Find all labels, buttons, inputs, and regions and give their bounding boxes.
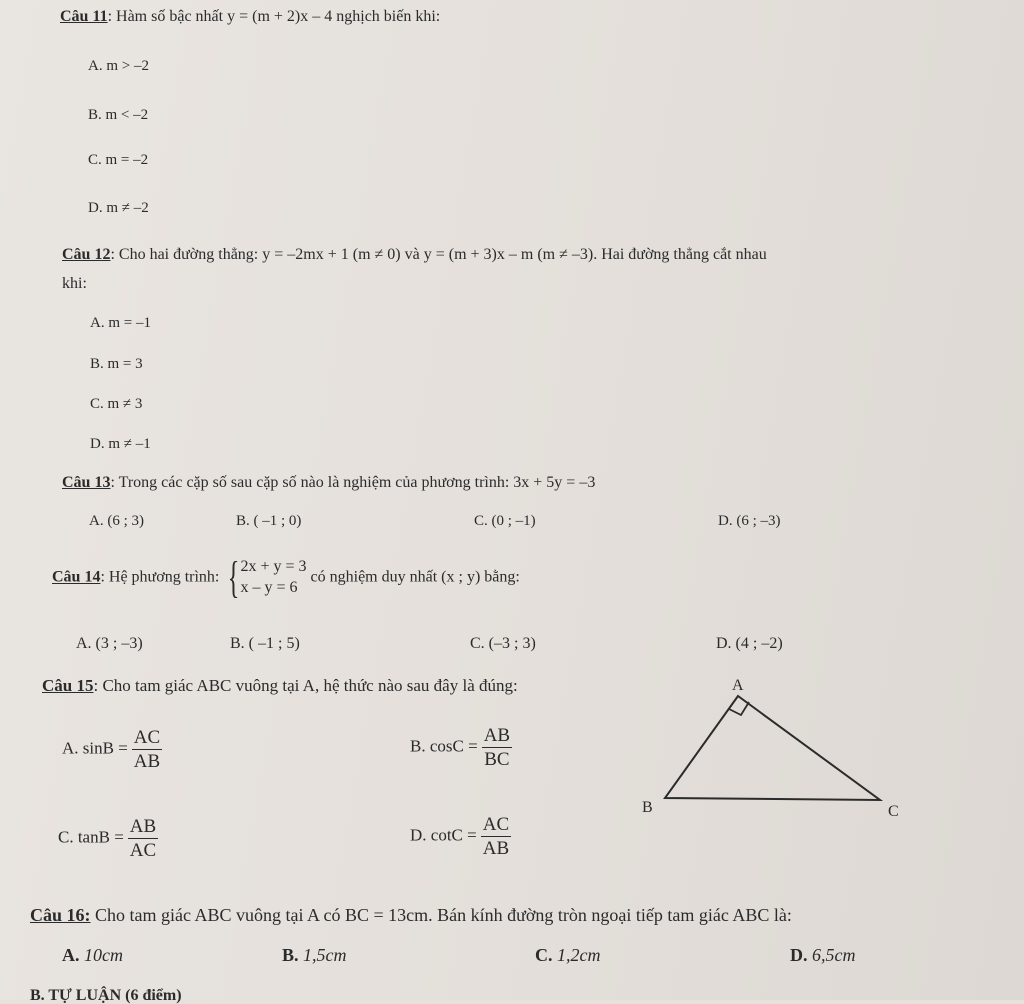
fraction-denominator: AB [133,751,161,772]
question-13-text: : Trong các cặp số sau cặp số nào là nghiệm của phương trình: 3x + 5y = –3 [110,474,596,491]
q14-option-b: B. ( –1 ; 5) [230,635,300,652]
q15-option-a [62,728,162,771]
question-16 [30,906,792,924]
system-brace: { [228,553,240,602]
option-value: 6,5cm [812,945,856,965]
option-letter: A. [62,945,80,965]
question-12-text-line2: khi: [62,275,87,292]
triangle-figure [630,672,910,832]
question-14-text-before: : Hệ phương trình: [100,568,220,586]
question-15 [42,677,518,694]
q11-option-a: A. m > –2 [88,58,149,74]
q12-option-b: B. m = 3 [90,356,143,372]
equation-2: x – y = 6 [240,579,298,596]
question-11 [60,9,440,25]
q15-option-c-prefix: C. tanB = [58,827,124,847]
q11-option-d: D. m ≠ –2 [88,200,149,216]
q15-option-b [410,726,512,769]
equation-1: 2x + y = 3 [240,558,307,576]
fraction-denominator: AC [129,840,157,861]
q14-option-c: C. (–3 ; 3) [470,635,536,652]
fraction-numerator: AB [129,816,157,837]
fraction [132,728,162,771]
question-16-label: Câu 16: [30,905,91,925]
question-12-label: Câu 12 [62,246,111,263]
triangle-abc [665,696,880,800]
fraction-denominator: AB [482,838,510,859]
question-13-label: Câu 13 [62,474,111,491]
question-14-label: Câu 14 [52,568,101,586]
fraction [482,726,512,769]
q15-option-d-prefix: D. cotC = [410,825,477,845]
option-value: 1,2cm [557,945,601,965]
fraction-numerator: AB [483,725,511,746]
option-letter: B. [282,945,299,965]
q11-option-c: C. m = –2 [88,152,149,168]
option-value: 1,5cm [303,945,347,965]
question-16-text: Cho tam giác ABC vuông tại A có BC = 13cm. Bán kính đường tròn ngoại tiếp tam giác ABC là: [90,905,792,925]
question-11-text: : Hàm số bậc nhất y = (m + 2)x – 4 nghịch biến khi: [107,8,441,25]
q15-option-b-prefix: B. cosC = [410,736,478,756]
equation-system [240,557,306,599]
q12-option-a: A. m = –1 [90,315,151,331]
vertex-label-c: C [888,803,899,820]
section-b-heading: B. TỰ LUẬN (6 điểm) [30,987,182,1004]
q14-option-d: D. (4 ; –2) [716,635,783,652]
q13-option-a: A. (6 ; 3) [89,513,144,529]
q16-option-a [62,946,123,964]
q13-option-c: C. (0 ; –1) [474,513,536,529]
question-14 [52,553,520,602]
option-letter: D. [790,945,808,965]
fraction [128,817,158,860]
fraction-denominator: BC [484,749,510,770]
q11-option-b: B. m < –2 [88,107,149,123]
vertex-label-a: A [732,677,744,694]
fraction-numerator: AC [482,814,510,835]
option-letter: C. [535,945,553,965]
question-12 [62,247,767,263]
question-15-text: : Cho tam giác ABC vuông tại A, hệ thức nào sau đây là đúng: [93,676,518,695]
q14-option-a: A. (3 ; –3) [76,635,143,652]
question-14-text-after: có nghiệm duy nhất (x ; y) bằng: [310,568,520,586]
vertex-label-b: B [642,799,653,816]
q13-option-b: B. ( –1 ; 0) [236,513,302,529]
q12-option-c: C. m ≠ 3 [90,396,143,412]
fraction-numerator: AC [133,727,161,748]
question-11-label: Câu 11 [60,8,108,25]
q16-option-c [535,946,601,964]
q16-option-d [790,946,856,964]
q16-option-b [282,946,347,964]
q12-option-d: D. m ≠ –1 [90,436,151,452]
q13-option-d: D. (6 ; –3) [718,513,781,529]
fraction [481,815,511,858]
question-12-text: : Cho hai đường thẳng: y = –2mx + 1 (m ≠ 0) và y = (m + 3)x – m (m ≠ –3). Hai đường thẳng cắt nhau [110,246,767,263]
q15-option-a-prefix: A. sinB = [62,738,128,758]
q15-option-d [410,815,511,858]
option-value: 10cm [84,945,123,965]
question-15-label: Câu 15 [42,676,94,695]
question-13 [62,475,595,491]
q15-option-c [58,817,158,860]
